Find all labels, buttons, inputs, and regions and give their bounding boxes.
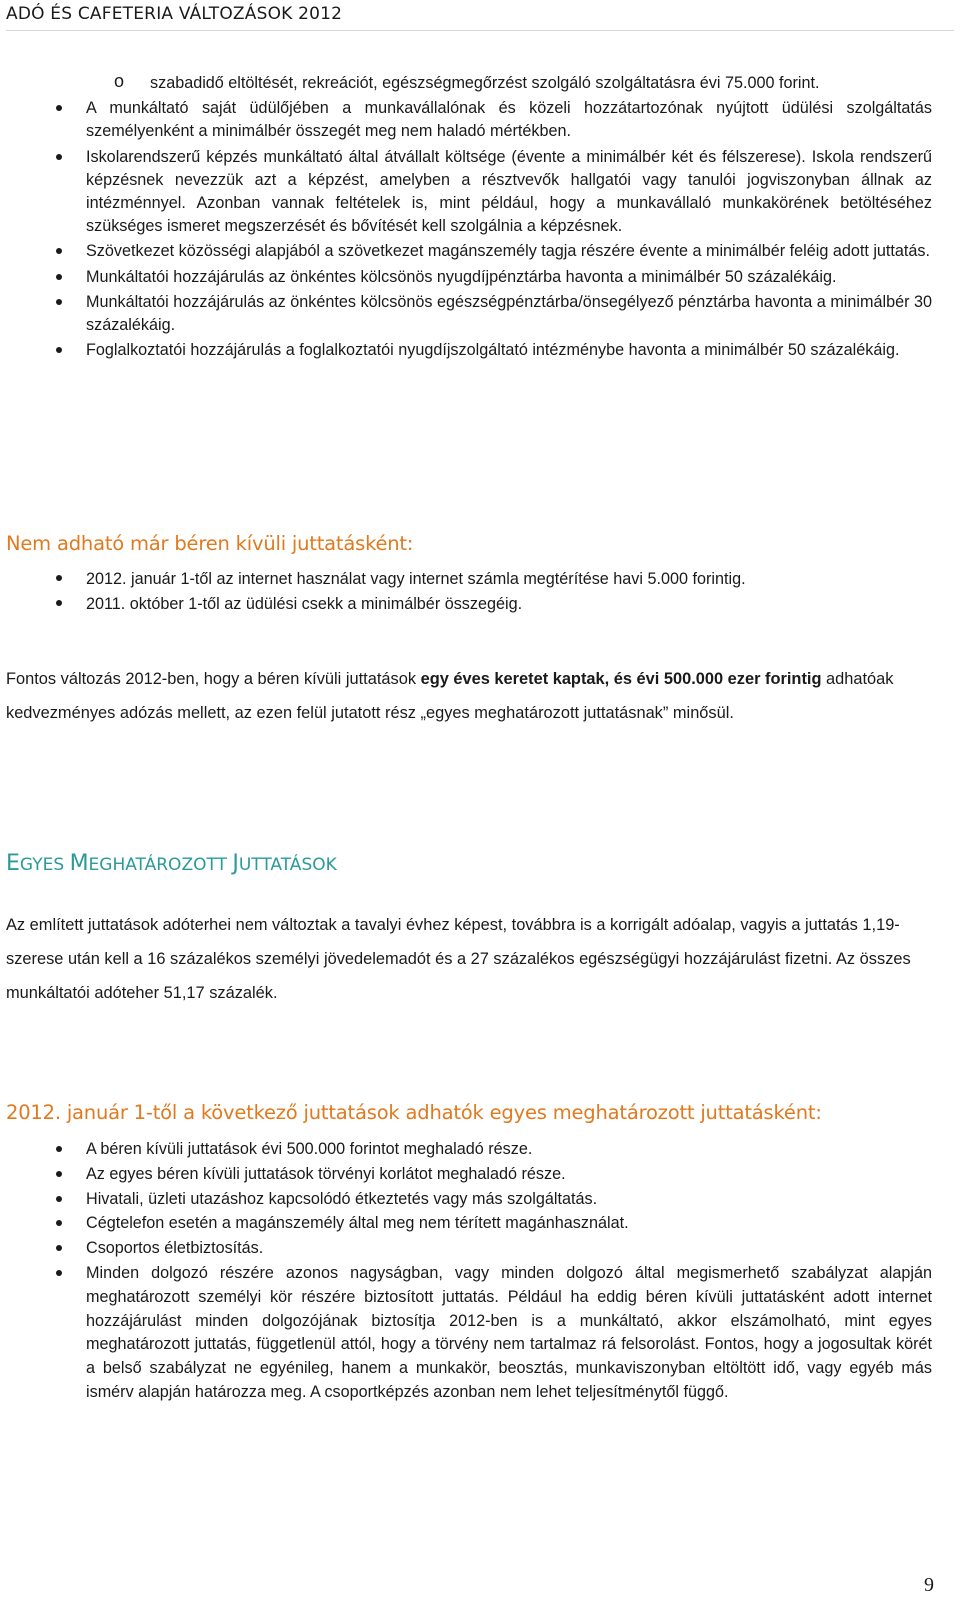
- list-item-text: szabadidő eltöltését, rekreációt, egészségmegőrzést szolgáló szolgáltatásra évi 75.000 forint.: [150, 74, 820, 92]
- list-item: [6, 592, 932, 617]
- bullet-icon: [56, 567, 66, 581]
- section-heading-not-benefit: Nem adható már béren kívüli juttatásként:: [6, 532, 414, 555]
- list-item-text: Munkáltatói hozzájárulás az önkéntes kölcsönös egészségpénztárba/önsegélyező pénztárba havonta a minimálbér 30 százalékáig.: [86, 292, 932, 335]
- list-item: [6, 240, 932, 263]
- paragraph-annual-limit: Fontos változás 2012-ben, hogy a béren kívüli juttatások egy éves keretet kaptak, és évi 500.000 ezer forintig adhatóak kedvezményes adózás mellett, az ezen felül jutatott rész „egyes meghatározott juttatásnak” minősül.: [6, 670, 894, 722]
- list-item: [6, 97, 932, 143]
- bullet-icon: [56, 1163, 66, 1177]
- benefits-list: [6, 72, 932, 364]
- list-item-text: Hivatali, üzleti utazáshoz kapcsolódó étkeztetés vagy más szolgáltatás.: [86, 1189, 598, 1208]
- list-item: [6, 1262, 932, 1405]
- circle-bullet-icon: o: [114, 71, 125, 91]
- list-item-text: 2011. október 1-től az üdülési csekk a minimálbér összegéig.: [86, 595, 523, 613]
- bullet-icon: [56, 1212, 66, 1226]
- section-heading-specific-benefits: EGYES MEGHATÁROZOTT JUTTATÁSOK: [6, 851, 337, 876]
- list-item-text: Foglalkoztatói hozzájárulás a foglalkoztatói nyugdíjszolgáltató intézménybe havonta a minimálbér 50 százalékáig.: [86, 341, 900, 360]
- list-item: [6, 1237, 932, 1261]
- list-item-text: A béren kívüli juttatások évi 500.000 forintot meghaladó része.: [86, 1140, 533, 1158]
- emphasis-text: egy éves keretet kaptak, és évi 500.000 ezer forintig: [420, 670, 822, 688]
- list-item: [6, 567, 932, 592]
- header-title: ADÓ ÉS CAFETERIA VÁLTOZÁSOK 2012: [6, 4, 343, 24]
- list-item: [6, 1163, 932, 1187]
- list-item: [6, 266, 932, 289]
- list-item-text: Az egyes béren kívüli juttatások törvényi korlátot meghaladó része.: [86, 1164, 566, 1183]
- list-item-text: A munkáltató saját üdülőjében a munkavállalónak és közeli hozzátartozónak nyújtott üdülési szolgáltatás személyenként a minimálbér összegét meg nem haladó mértékben.: [86, 99, 932, 141]
- bullet-icon: [56, 146, 66, 160]
- list-item: [6, 339, 932, 362]
- specific-benefits-list: [6, 1138, 932, 1406]
- page-header: [6, 4, 954, 31]
- paragraph-tax-burden: Az említett juttatások adóterhei nem változtak a tavalyi évhez képest, továbbra is a korrigált adóalap, vagyis a juttatás 1,19-szerese után kell a 16 százalékos személyi jövedelemadót és a 27 százalékos egészségügyi hozzájárulást fizetni. Az összes munkáltatói adóteher 51,17 százalék.: [6, 916, 911, 1002]
- bullet-icon: [56, 240, 66, 254]
- bullet-icon: [56, 339, 66, 353]
- list-item: [6, 1138, 932, 1162]
- list-item-text: Csoportos életbiztosítás.: [86, 1239, 264, 1258]
- bullet-icon: [56, 266, 66, 280]
- list-item-text: Iskolarendszerű képzés munkáltató által átvállalt költsége (évente a minimálbér két és félszerese). Iskola rendszerű képzésnek nevezzük azt a képzést, amelyben a résztvevők hallgatói vagy tanulói jogviszonyban állnak az intézménnyel. Azonban vannak feltételek is, mint például, hogy a munkavállaló munkakörének betöltéséhez szükséges ismeret megszerzését és bővítését kell szolgálnia a képzésnek.: [86, 147, 932, 236]
- bullet-icon: [56, 1188, 66, 1202]
- bullet-icon: [56, 291, 66, 305]
- removed-benefits-list: [6, 567, 932, 617]
- list-item-text: Minden dolgozó részére azonos nagyságban, vagy minden dolgozó által megismerhető szabályzat alapján meghatározott személyi kör részére biztosított juttatás. Például ha eddig béren kívüli juttatásként adott internet hozzájárulást minden dolgozójának biztosítja 2012-ben is a munkáltató, akkor elszámolható, mint egyes meghatározott juttatás, függetlenül attól, hogy a törvény nem tartalmaz rá felsorolást. Fontos, hogy a jogosultak körét a belső szabályzat ne egyénileg, hanem a munkakör, beosztás, munkaviszonyban eltöltött idő, vagy egyéb más ismérv alapján határozza meg. A csoportképzés azonban nem lehet teljesítménytől függő.: [86, 1263, 932, 1401]
- bullet-icon: [56, 1138, 66, 1152]
- bullet-icon: [56, 592, 66, 606]
- list-item: [6, 72, 932, 95]
- list-item: [6, 1188, 932, 1212]
- list-item: [6, 146, 932, 239]
- page-number: 9: [924, 1574, 934, 1596]
- section-heading-from-2012: 2012. január 1-től a következő juttatások adhatók egyes meghatározott juttatásként:: [6, 1101, 822, 1124]
- bullet-icon: [56, 97, 66, 111]
- list-item-text: Cégtelefon esetén a magánszemély által meg nem térített magánhasználat.: [86, 1214, 629, 1233]
- bullet-icon: [56, 1262, 66, 1276]
- list-item-text: Munkáltatói hozzájárulás az önkéntes kölcsönös nyugdíjpénztárba havonta a minimálbér 50 százalékáig.: [86, 267, 837, 286]
- bullet-icon: [56, 1237, 66, 1251]
- list-item-text: Szövetkezet közösségi alapjából a szövetkezet magánszemély tagja részére évente a minimálbér feléig adott juttatás.: [86, 242, 931, 261]
- list-item: [6, 291, 932, 337]
- list-item: [6, 1212, 932, 1236]
- list-item-text: 2012. január 1-től az internet használat vagy internet számla megtérítése havi 5.000 forintig.: [86, 570, 746, 588]
